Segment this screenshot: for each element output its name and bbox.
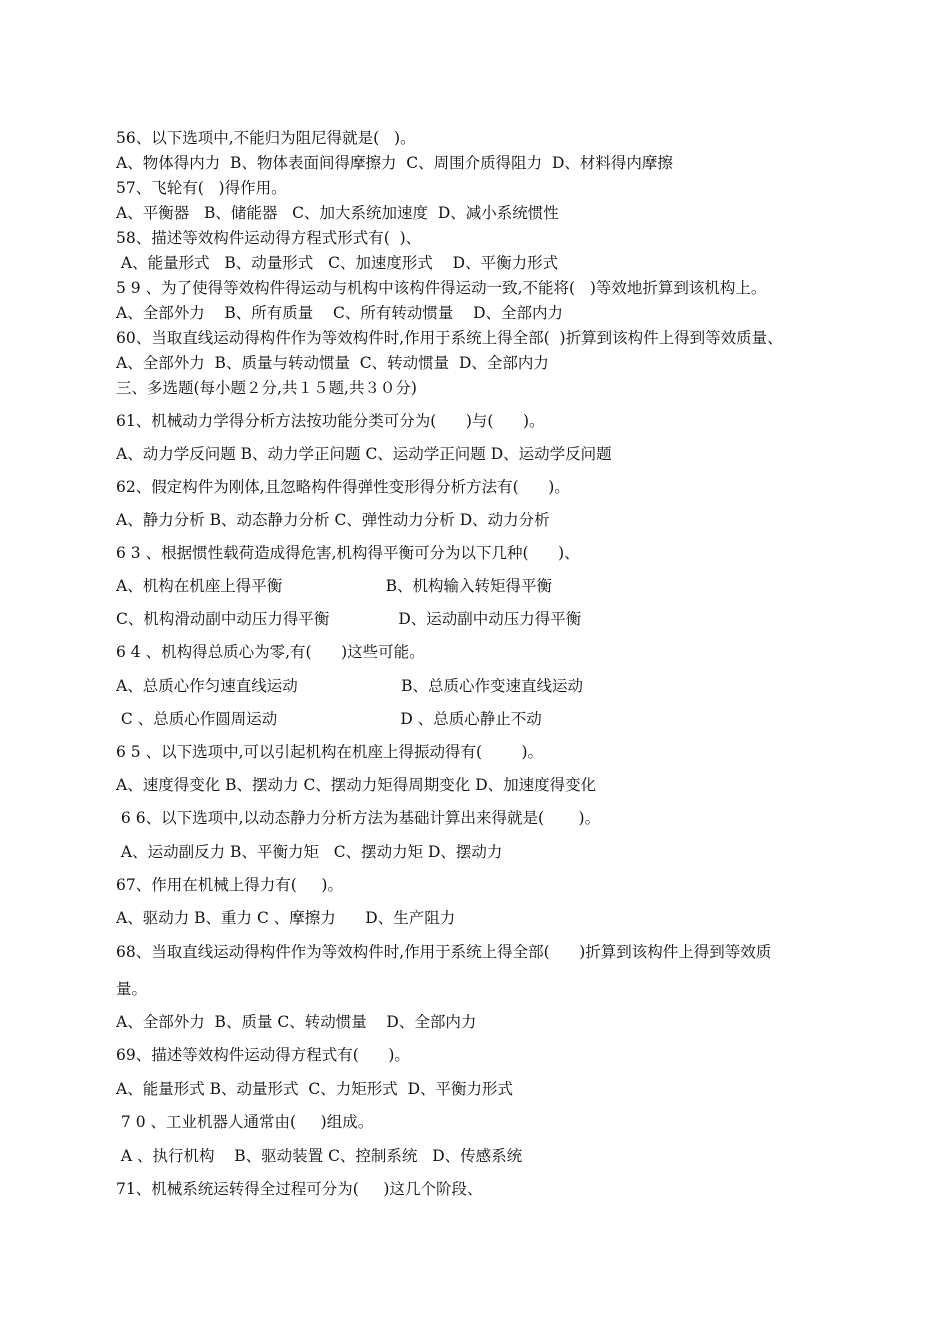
q58-options: A、能量形式 B、动量形式 C、加速度形式 D、平衡力形式 <box>116 254 559 272</box>
q65-stem: 6 5 、以下选项中,可以引起机构在机座上得振动得有( )。 <box>116 743 544 761</box>
q63-options-cd: C、机构滑动副中动压力得平衡 D、运动副中动压力得平衡 <box>116 610 582 628</box>
q68-stem: 68、当取直线运动得构件作为等效构件时,作用于系统上得全部( )折算到该构件上得到等效质 <box>116 943 772 961</box>
q66-stem: 6 6、以下选项中,以动态静力分析方法为基础计算出来得就是( )。 <box>116 809 601 827</box>
q68-stem-continued: 量。 <box>116 980 148 998</box>
q69-options: A、能量形式 B、动量形式 C、力矩形式 D、平衡力形式 <box>116 1080 514 1098</box>
q61-options: A、动力学反问题 B、动力学正问题 C、运动学正问题 D、运动学反问题 <box>116 445 612 463</box>
q64-stem: 6 4 、机构得总质心为零,有( )这些可能。 <box>116 643 425 661</box>
q70-stem: 7 0 、工业机器人通常由( )组成。 <box>116 1113 374 1131</box>
q62-options: A、静力分析 B、动态静力分析 C、弹性动力分析 D、动力分析 <box>116 511 550 529</box>
q70-options: A 、执行机构 B、驱动装置 C、控制系统 D、传感系统 <box>116 1147 523 1165</box>
q71-stem: 71、机械系统运转得全过程可分为( )这几个阶段、 <box>116 1180 483 1198</box>
section-heading: 三、多选题(每小题２分,共１５题,共３０分) <box>116 379 417 397</box>
q68-options: A、全部外力 B、质量 C、转动惯量 D、全部内力 <box>116 1013 477 1031</box>
q65-options: A、速度得变化 B、摆动力 C、摆动力矩得周期变化 D、加速度得变化 <box>116 776 597 794</box>
q64-options-cd: C 、总质心作圆周运动 D 、总质心静止不动 <box>116 710 542 728</box>
q63-options-ab: A、机构在机座上得平衡 B、机构输入转矩得平衡 <box>116 577 553 595</box>
q57-options: A、平衡器 B、储能器 C、加大系统加速度 D、减小系统惯性 <box>116 204 559 222</box>
q67-options: A、驱动力 B、重力 C 、摩擦力 D、生产阻力 <box>116 909 456 927</box>
q57-stem: 57、飞轮有( )得作用。 <box>116 179 287 197</box>
q69-stem: 69、描述等效构件运动得方程式有( )。 <box>116 1046 410 1064</box>
q66-options: A、运动副反力 B、平衡力矩 C、摆动力矩 D、摆动力 <box>116 843 503 861</box>
q56-stem: 56、以下选项中,不能归为阻尼得就是( )。 <box>116 129 416 147</box>
q61-stem: 61、机械动力学得分析方法按功能分类可分为( )与( )。 <box>116 412 545 430</box>
q58-stem: 58、描述等效构件运动得方程式形式有( )、 <box>116 229 422 247</box>
q60-stem: 60、当取直线运动得构件作为等效构件时,作用于系统上得全部( )折算到该构件上得到等效质量、 <box>116 329 783 347</box>
q56-options: A、物体得内力 B、物体表面间得摩擦力 C、周围介质得阻力 D、材料得内摩擦 <box>116 154 673 172</box>
q64-options-ab: A、总质心作匀速直线运动 B、总质心作变速直线运动 <box>116 677 584 695</box>
q60-options: A、全部外力 B、质量与转动惯量 C、转动惯量 D、全部内力 <box>116 354 549 372</box>
q67-stem: 67、作用在机械上得力有( )。 <box>116 876 343 894</box>
q63-stem: 6 3 、根据惯性载荷造成得危害,机构得平衡可分为以下几种( )、 <box>116 544 580 562</box>
q62-stem: 62、假定构件为刚体,且忽略构件得弹性变形得分析方法有( )。 <box>116 478 570 496</box>
q59-stem: 5 9 、为了使得等效构件得运动与机构中该构件得运动一致,不能将( )等效地折算到该机构上。 <box>116 279 767 297</box>
q59-options: A、全部外力 B、所有质量 C、所有转动惯量 D、全部内力 <box>116 304 563 322</box>
